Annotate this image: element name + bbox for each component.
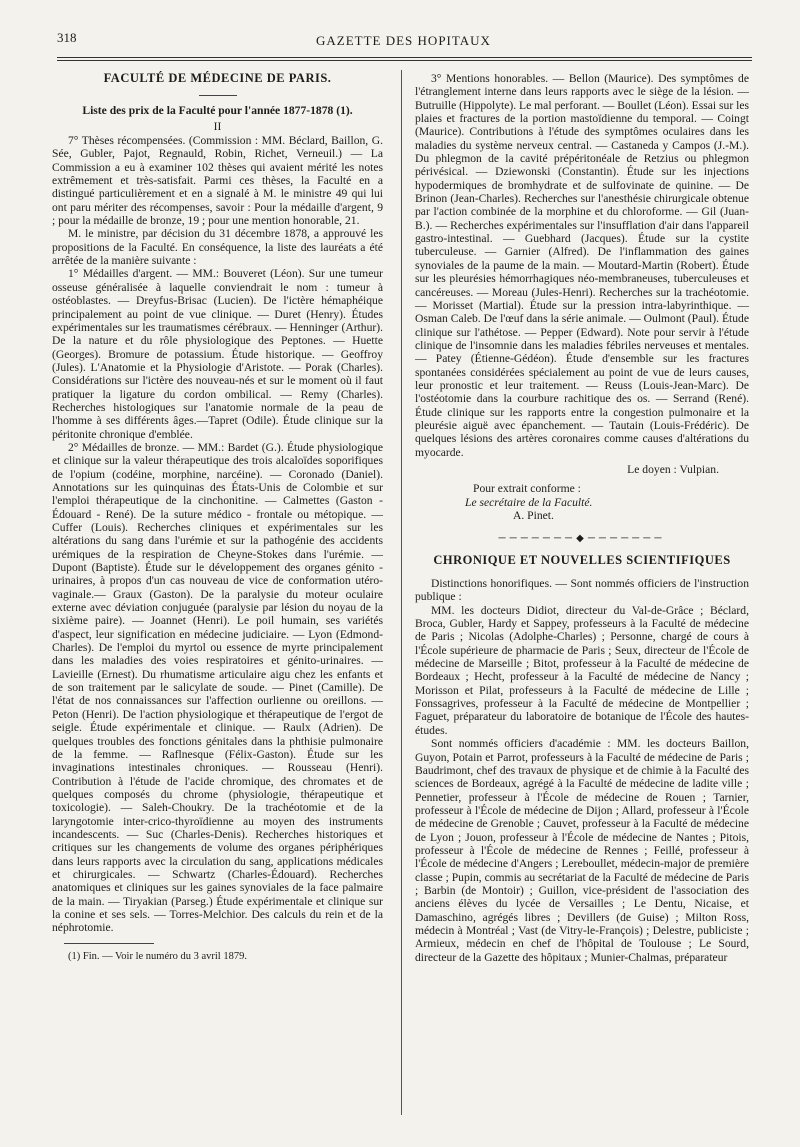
- paragraph-silver-medals: 1° Médailles d'argent. — MM.: Bouveret (Léon). Sur une tumeur osseuse généralisée à laquelle conviendrait le nom : tumeur à ostéoblastes. — Dreyfus-Brisac (Lucien). De l'ictère hémaphéique principalement au point de vue clinique. — Duret (Henry). Études expérimentales sur les traumatismes cérébraux. — Henninger (Arthur). De la nature et du rôle physiologique des Peptones. — Huette (Georges). Bromure de potassium. Étude historique. — Geoffroy (Jules). L'Anatomie et la Physiologie d'Aristote. — Porak (Charles). Considérations sur l'ictère des nouveau-nés et sur le moment où il faut pratiquer la ligature du cordon ombilical. — Remy (Charles). Recherches histologiques sur l'anatomie normale de la peau de l'homme à ses différents âges.—Tapret (Odile). Étude clinique sur la péritonite chronique d'emblée.: [52, 267, 383, 441]
- section-number: II: [213, 119, 222, 133]
- section-title: FACULTÉ DE MÉDECINE DE PARIS.: [103, 71, 332, 85]
- paragraph-honorable-mentions: 3° Mentions honorables. — Bellon (Maurice). Des symptômes de l'étranglement interne dans leurs rapports avec le siège de la lésion. — Butruille (Hippolyte). Le mal perforant. — Boullet (Léon). Essai sur les plaies et fractures de la portion mastoïdienne du temporal. — Coingt (Maurice). Contributions à l'étude des symptômes oculaires dans les maladies du système nerveux central. — Castaneda y Campos (J.-M.). Du phlegmon de la cavité prépéritonéale de Retzius ou phlegmon périvésical. — Dziewonski (Constantin). Étude sur les injections hypodermiques de bromhydrate et de sulfovinate de quinine. — De Brinon (Jean-Charles). Recherches sur l'anesthésie chirurgicale obtenue par l'action combinée de la morphine et du chloroforme. — Gil (Juan-B.). — Recherches expérimentales sur l'insufflation d'air dans l'appareil gastro-intestinal. — Guebhard (Jacques). Étude sur la cystite tuberculeuse. — Garnier (Alfred). De l'inflammation des gaines synoviales de la paume de la main. — Moutard-Martin (Robert). Étude sur les pleurésies hémorrhagiques néo-membraneuses, tuberculeuses et cancéreuses. — Moreau (Jules-Henri). Recherches sur la trachéotomie. — Morisset (Martial). Étude sur la pression intra-labyrinthique. — Osman Caleb. De l'œuf dans la série animale. — Oulmont (Paul). Étude clinique sur l'athétose. — Pepper (Edward). Note pour servir à l'étude clinique de l'insomnie dans les maladies fébriles nerveuses et mentales. — Patey (Étienne-Gédéon). Étude d'ensemble sur les fractures spontanées considérées spécialement au point de vue de leurs causes, leur pronostic et leur traitement. — Reuss (Louis-Jean-Marc). De l'ostéotomie dans la courbure rachitique des os. — Serrand (René). Étude clinique sur les rapports entre la congestion pulmonaire et la pleurésie aiguë avec épanchement. — Tautain (Louis-Frédéric). De quelques lésions des artères coronaires comme causes d'altérations du myocarde.: [415, 72, 749, 459]
- paragraph-bronze-medals: 2° Médailles de bronze. — MM.: Bardet (G.). Étude physiologique et clinique sur la valeur thérapeutique des trois alcaloïdes soporifiques de l'opium (codéine, morphine, narcéine). — Coronado (Daniel). Annotations sur les quinquinas des États-Unis de Colombie et sur l'emploi thérapeutique de la cinchonitine. — Calmettes (Gaston - Édouard - René). De la suture médico - frontale ou métopique. — Cuffer (Louis). Recherches cliniques et expérimentales sur les altérations du sang dans l'urémie et sur la pathogénie des accidents urémiques de la respiration de Cheyne-Stokes dans l'urémie. — Dupont (Baptiste). Étude sur le développement des organes génito - urinaires, à propos d'un cas nouveau de vice de conformation utéro-vaginale.— Graux (Gaston). De la paralysie du moteur oculaire externe avec déviation conjuguée (paralysie par lésion du noyau de la sixième paire). — Joannet (Henri). Le poil humain, ses variétés d'aspect, leur signification en médecine judiciaire. — Lyon (Edmond-Charles). De l'emploi du myrtol ou essence de myrte principalement dans les maladies des voies respiratoires et génito-urinaires. — Lavieille (Ernest). Du rhumatisme articulaire aigu chez les enfants et de son traitement par le salicylate de soude. — Pinet (Camille). De l'état de nos connaissances sur l'affection ourlienne ou oreillons. — Peton (Henri). De l'action physiologique et thérapeutique de l'ergot de seigle. Étude expérimentale et clinique. — Raulx (Adrien). De quelques troubles des fonctions génitales dans la phthisie pulmonaire de la femme. — Raflnesque (Félix-Gaston). Étude sur les invaginations intestinales chroniques. — Rousseau (Henri). Contribution à l'étude de l'acide chromique, des chromates et de quelques composés du chrome (physiologie, thérapeutique et toxicologie). — Saleh-Choukry. De la trachéotomie et de la laryngotomie inter-crico-thyroïdienne au moyen des instruments incandescents. — Suc (Charles-Denis). Recherches historiques et critiques sur les changements de volume des organes périphériques dans leurs rapports avec la circulation du sang, applications médicales et chirurgicales. — Schwartz (Charles-Édouard). Recherches anatomiques et cliniques sur les gaines synoviales de la face palmaire de la main. — Tiryakian (Parseg.) Étude expérimentale et clinique sur la conine et ses sels. — Torres-Melchior. Des calculs du rein et de la néphrotomie.: [52, 440, 383, 935]
- footnote: (1) Fin. — Voir le numéro du 3 avril 1879.: [68, 950, 247, 962]
- paragraph-theses: 7° Thèses récompensées. (Commission : MM. Béclard, Baillon, G. Sée, Gubler, Pajot, Regnauld, Robin, Richet, Verneuil.) — La Commission a eu à examiner 102 thèses qui avaient mérité les notes extrêmement et très-satisfait. Parmi ces thèses, la Faculté en a distingué particulièrement et en a signalé à M. le ministre 49 qui lui ont paru mériter des récompenses, savoir : Pour la médaille d'argent, 9 ; pour la médaille de bronze, 19 ; pour une mention honorable, 21.: [52, 134, 383, 228]
- column-divider: [401, 70, 402, 1115]
- chronicle-title: CHRONIQUE ET NOUVELLES SCIENTIFIQUES: [433, 552, 731, 567]
- secretary-title: Le secrétaire de la Faculté.: [465, 495, 593, 509]
- extract-line: Pour extrait conforme :: [473, 482, 581, 496]
- title-rule: [199, 95, 237, 96]
- list-title: Liste des prix de la Faculté pour l'année 1877-1878 (1).: [82, 104, 353, 118]
- paragraph-officers-academy: Sont nommés officiers d'académie : MM. les docteurs Baillon, Guyon, Potain et Parrot, professeurs à la Faculté de médecine de Paris ; Baudrimont, chef des travaux de physique et de chimie à la Faculté des sciences de Bordeaux, agrégé à la Faculté de médecine de ladite ville ; Pennetier, professeur à l'École de médecine de Rouen ; Tarnier, professeur à l'École de médecine de Dijon ; Allard, professeur à l'École de médecine de Grenoble ; Cauvet, professeur à la Faculté de médecine de Lyon ; Jouon, professeur à l'École de médecine de Nantes ; Pitois, professeur à l'École de médecine de Rennes ; Feillé, professeur à l'École de médecine d'Angers ; Lereboullet, médecin-major de première classe ; Pupin, commis au secrétariat de la Faculté de médecine de Paris ; Barbin (de Montoir) ; Guillon, vice-président de l'association des anciens élèves du lycée de Versailles ; Le Dentu, Nicaise, et Damaschino, agrégés libres ; Devillers (de Guise) ; Milton Ross, médecin à Montréal ; Vast (de Vitry-le-François) ; Delestre, publiciste ; Armieux, médecin en chef de l'hôpital de Toulouse ; Le Sourd, directeur de la Gazette des hôpitaux ; Munier-Chalmas, préparateur: [415, 737, 749, 964]
- right-column: [415, 72, 749, 964]
- paragraph-distinctions: Distinctions honorifiques. — Sont nommés officiers de l'instruction publique :: [415, 577, 749, 604]
- header-rule: [57, 57, 752, 58]
- secretary-name: A. Pinet.: [513, 509, 554, 522]
- page-number: 318: [57, 30, 77, 45]
- running-head: GAZETTE DES HOPITAUX: [316, 33, 491, 48]
- dean-signature: Le doyen : Vulpian.: [627, 462, 719, 476]
- left-column: [52, 72, 383, 963]
- paragraph-officers-instruction: MM. les docteurs Didiot, directeur du Val-de-Grâce ; Béclard, Broca, Gubler, Hardy et Sappey, professeurs à la Faculté de médecine de Paris ; Nicolas (Adolphe-Charles) ; Personne, chargé de cours à l'École supérieure de pharmacie de Paris ; Seux, directeur de l'École de médecine de Marseille ; Bitot, professeur à la Faculté de médecine de Bordeaux ; Hecht, professeur à la Faculté de médecine de Nancy ; Morisson et Pilat, professeurs à la Faculté de médecine de Lille ; Fonssagrives, professeur à la Faculté de médecine de Montpellier ; Faguet, préparateur du laboratoire de botanique de l'École des hautes-études.: [415, 603, 749, 737]
- header-rule-double: [57, 60, 752, 61]
- paragraph-decision: M. le ministre, par décision du 31 décembre 1878, a approuvé les propositions de la Faculté. En conséquence, la liste des lauréats a été arrêtée de la manière suivante :: [52, 227, 383, 268]
- section-ornament: ───────◆───────: [498, 533, 666, 545]
- footnote-rule: [64, 943, 154, 944]
